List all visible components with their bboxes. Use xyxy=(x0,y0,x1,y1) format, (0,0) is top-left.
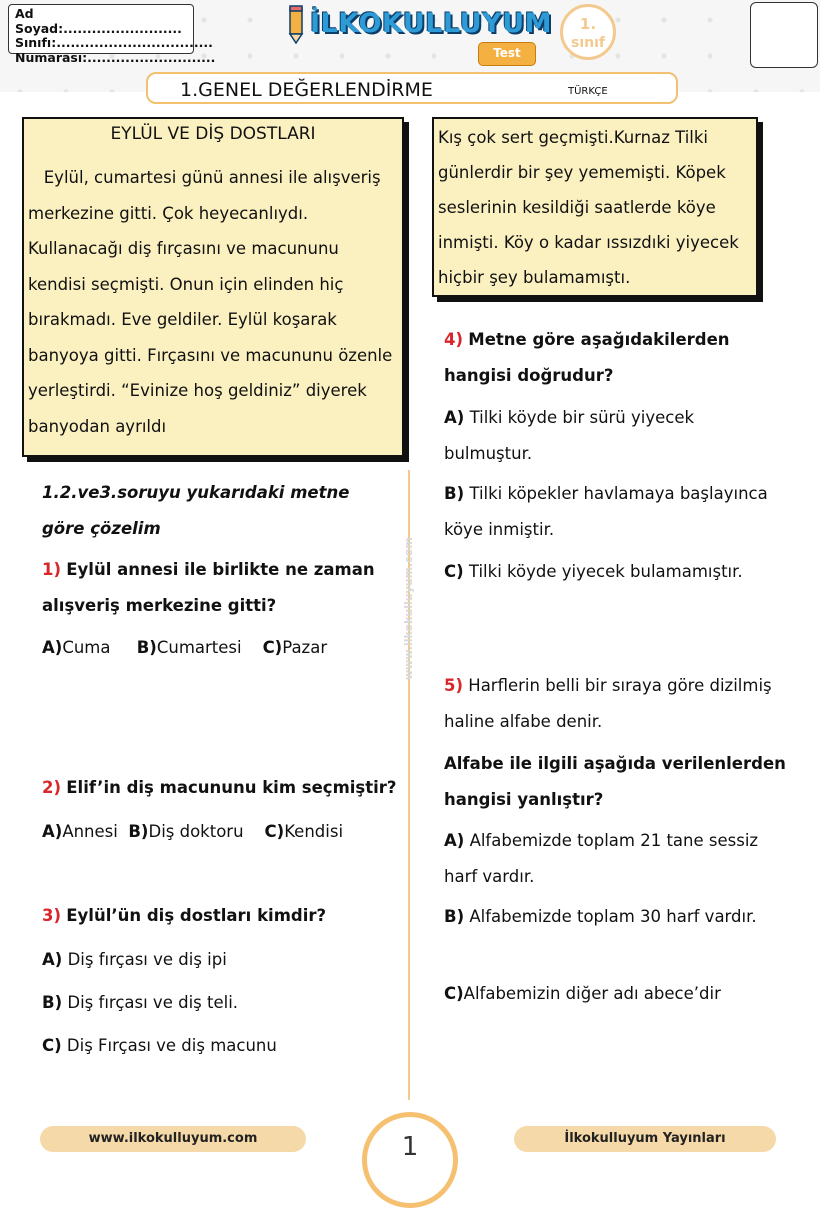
instruction-text: 1.2.ve3.soruyu yukarıdaki metne göre çözelim xyxy=(42,483,350,538)
question-1-options xyxy=(42,630,392,666)
name-label: Ad Soyad:......................... xyxy=(15,6,182,36)
question-4-option-b[interactable] xyxy=(444,476,774,548)
option-letter: B) xyxy=(128,822,149,841)
question-5-option-b[interactable] xyxy=(444,899,774,935)
question-number: 1) xyxy=(42,560,62,579)
option-letter: B) xyxy=(136,638,157,657)
number-label: Numarası:........................... xyxy=(15,49,216,65)
option-text[interactable]: Kendisi xyxy=(284,822,344,841)
option-text: Alfabemizde toplam 21 tane sessiz harf vardır. xyxy=(444,831,759,886)
fox-story-text: Kış çok sert geçmişti.Kurnaz Tilki günlerdir bir şey yememişti. Köpek seslerinin kesildiği saatlerde köye inmişti. Köy o kadar ıssızdıki yiyecek hiçbir şey bulamamıştı. xyxy=(438,128,739,287)
question-4 xyxy=(444,322,774,394)
question-intro-text: Harflerin belli bir sıraya göre dizilmiş haline alfabe denir. xyxy=(444,676,772,731)
option-letter: A) xyxy=(444,408,465,427)
question-2 xyxy=(42,770,412,806)
option-text: Diş fırçası ve diş ipi xyxy=(67,950,227,969)
page-number: 1 xyxy=(362,1112,458,1208)
question-3-option-a[interactable] xyxy=(42,942,402,978)
option-text: Tilki köyde bir sürü yiyecek bulmuştur. xyxy=(444,408,695,463)
class-label: Sınıfı:................................. xyxy=(15,35,213,50)
option-letter: A) xyxy=(42,822,63,841)
question-number: 3) xyxy=(42,906,62,925)
option-text[interactable]: Annesi xyxy=(62,822,118,841)
pencil-icon xyxy=(284,4,308,44)
page-title: 1.GENEL DEĞERLENDİRME xyxy=(180,79,433,101)
story-title: EYLÜL VE DİŞ DOSTLARI xyxy=(110,124,316,144)
question-text: Eylül annesi ile birlikte ne zaman alışveriş merkezine gitti? xyxy=(42,560,375,615)
option-letter: C) xyxy=(262,638,283,657)
question-number: 5) xyxy=(444,676,464,695)
option-text: Tilki köpekler havlamaya başlayınca köye inmiştir. xyxy=(444,484,768,539)
option-text: Diş Fırçası ve diş macunu xyxy=(66,1036,277,1055)
question-1 xyxy=(42,552,392,624)
question-text: Elif’in diş macununu kim seçmiştir? xyxy=(66,778,397,797)
option-letter: A) xyxy=(42,950,63,969)
option-letter: C) xyxy=(264,822,285,841)
option-letter: B) xyxy=(444,484,465,503)
question-2-options xyxy=(42,814,402,850)
test-badge: Test xyxy=(478,42,536,66)
story-text: Eylül, cumartesi günü annesi ile alışveriş merkezine gitti. Çok heyecanlıydı. Kullanacağı diş fırçasını ve macununu kendisi seçmişti. Onun için elinden hiç bırakmadı. Eve geldiler. Eylül koşarak banyoya gitti. Fırçasını ve macununu özenle yerleştirdi. “Evinize hoş geldiniz” diyerek banyodan ayrıldı xyxy=(28,168,393,436)
option-text: Diş fırçası ve diş teli. xyxy=(67,993,239,1012)
grade-number: 1. xyxy=(579,15,597,33)
logo-text: İLKOKULLUYUM xyxy=(310,8,552,39)
student-info-box xyxy=(8,4,216,65)
footer-website[interactable]: www.ilkokulluyum.com xyxy=(40,1126,306,1152)
question-3-option-c[interactable] xyxy=(42,1028,402,1064)
question-4-option-a[interactable] xyxy=(444,400,774,472)
option-text: Tilki köyde yiyecek bulamamıştır. xyxy=(468,562,743,581)
question-number: 2) xyxy=(42,778,62,797)
option-letter: C) xyxy=(444,984,464,1003)
question-5-option-a[interactable] xyxy=(444,823,774,895)
option-text[interactable]: Pazar xyxy=(282,638,328,657)
question-text: Metne göre aşağıdakilerden hangisi doğrudur? xyxy=(444,330,730,385)
option-letter: B) xyxy=(42,993,63,1012)
grade-circle xyxy=(560,4,616,60)
option-letter: B) xyxy=(444,907,465,926)
option-letter: A) xyxy=(42,638,63,657)
question-number: 4) xyxy=(444,330,464,349)
question-5-option-c[interactable] xyxy=(444,976,804,1012)
subject-label: TÜRKÇE xyxy=(568,86,608,97)
option-text[interactable]: Diş doktoru xyxy=(148,822,244,841)
option-letter: C) xyxy=(444,562,464,581)
option-text: Alfabemizde toplam 30 harf vardır. xyxy=(469,907,757,926)
watermark-text: www.ilkokulluyum.com xyxy=(402,537,415,680)
footer-publisher: İlkokulluyum Yayınları xyxy=(514,1126,776,1152)
question-text: Eylül’ün diş dostları kimdir? xyxy=(66,906,327,925)
grade-word: sınıf xyxy=(571,35,605,51)
option-text[interactable]: Cumartesi xyxy=(156,638,242,657)
question-3 xyxy=(42,898,402,934)
question-4-option-c[interactable] xyxy=(444,554,814,590)
option-text: Alfabemizin diğer adı abece’dir xyxy=(463,984,721,1003)
option-letter: A) xyxy=(444,831,465,850)
question-5-intro xyxy=(444,668,774,740)
question-3-option-b[interactable] xyxy=(42,985,402,1021)
option-letter: C) xyxy=(42,1036,62,1055)
score-box xyxy=(750,2,818,68)
option-text[interactable]: Cuma xyxy=(62,638,111,657)
question-5: Alfabe ile ilgili aşağıda verilenlerden hangisi yanlıştır? xyxy=(444,754,786,809)
